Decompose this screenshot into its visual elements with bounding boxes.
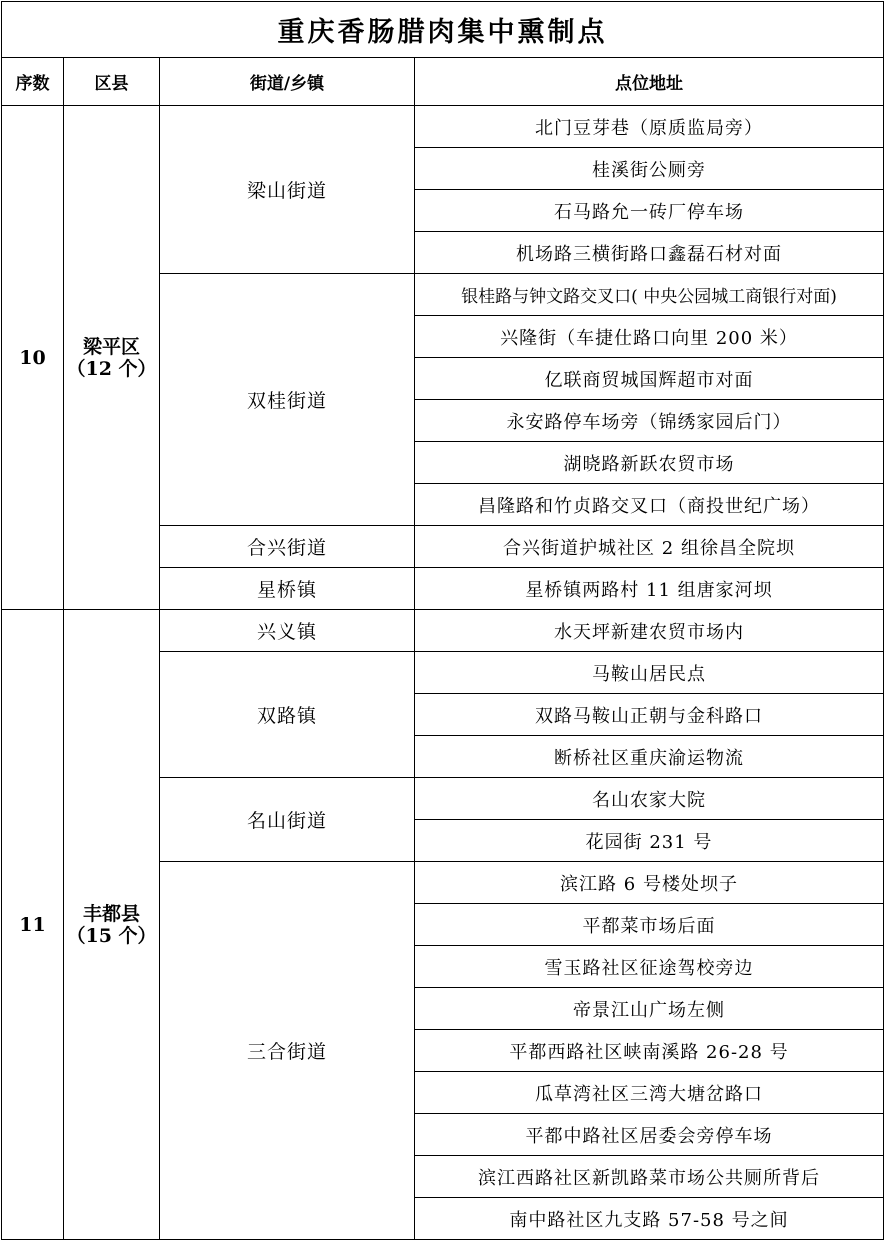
address-cell: 兴隆街（车捷仕路口向里 200 米） (415, 316, 884, 358)
header-seq: 序数 (2, 58, 64, 106)
address-cell: 南中路社区九支路 57-58 号之间 (415, 1198, 884, 1240)
header-address: 点位地址 (415, 58, 884, 106)
address-cell: 双路马鞍山正朝与金科路口 (415, 694, 884, 736)
county-cell (64, 610, 160, 1240)
street-cell: 兴义镇 (160, 610, 415, 652)
address-cell: 花园街 231 号 (415, 820, 884, 862)
header-row (2, 58, 884, 106)
address-cell: 星桥镇两路村 11 组唐家河坝 (415, 568, 884, 610)
address-cell: 桂溪街公厕旁 (415, 148, 884, 190)
street-cell: 双桂街道 (160, 274, 415, 526)
address-cell: 雪玉路社区征途驾校旁边 (415, 946, 884, 988)
street-cell: 双路镇 (160, 652, 415, 778)
address-cell: 银桂路与钟文路交叉口( 中央公园城工商银行对面) (415, 274, 884, 316)
county-count: （15 个） (66, 924, 157, 947)
table-body (2, 2, 884, 1240)
county-name: 梁平区 (82, 335, 140, 358)
county-cell (64, 106, 160, 610)
address-cell: 滨江路 6 号楼处坝子 (415, 862, 884, 904)
table-row (2, 610, 884, 652)
street-cell: 梁山街道 (160, 106, 415, 274)
table-title: 重庆香肠腊肉集中熏制点 (2, 2, 884, 58)
header-county: 区县 (64, 58, 160, 106)
title-row (2, 2, 884, 58)
address-cell: 平都中路社区居委会旁停车场 (415, 1114, 884, 1156)
address-cell: 马鞍山居民点 (415, 652, 884, 694)
street-cell: 合兴街道 (160, 526, 415, 568)
header-street: 街道/乡镇 (160, 58, 415, 106)
street-cell: 星桥镇 (160, 568, 415, 610)
seq-cell: 10 (2, 106, 64, 610)
address-cell: 瓜草湾社区三湾大塘岔路口 (415, 1072, 884, 1114)
address-cell: 亿联商贸城国辉超市对面 (415, 358, 884, 400)
address-cell: 平都菜市场后面 (415, 904, 884, 946)
street-cell: 名山街道 (160, 778, 415, 862)
seq-cell: 11 (2, 610, 64, 1240)
smoking-points-table (1, 1, 884, 1240)
county-count: （12 个） (66, 357, 157, 380)
address-cell: 湖晓路新跃农贸市场 (415, 442, 884, 484)
address-cell: 永安路停车场旁（锦绣家园后门） (415, 400, 884, 442)
address-cell: 北门豆芽巷（原质监局旁） (415, 106, 884, 148)
address-cell: 滨江西路社区新凯路菜市场公共厕所背后 (415, 1156, 884, 1198)
address-cell: 名山农家大院 (415, 778, 884, 820)
address-cell: 昌隆路和竹贞路交叉口（商投世纪广场） (415, 484, 884, 526)
address-cell: 帝景江山广场左侧 (415, 988, 884, 1030)
county-name: 丰都县 (82, 902, 140, 925)
address-cell: 水天坪新建农贸市场内 (415, 610, 884, 652)
table-row (2, 106, 884, 148)
address-cell: 石马路允一砖厂停车场 (415, 190, 884, 232)
address-cell: 平都西路社区峡南溪路 26-28 号 (415, 1030, 884, 1072)
address-cell: 机场路三横街路口鑫磊石材对面 (415, 232, 884, 274)
street-cell: 三合街道 (160, 862, 415, 1240)
address-cell: 合兴街道护城社区 2 组徐昌全院坝 (415, 526, 884, 568)
address-cell: 断桥社区重庆渝运物流 (415, 736, 884, 778)
